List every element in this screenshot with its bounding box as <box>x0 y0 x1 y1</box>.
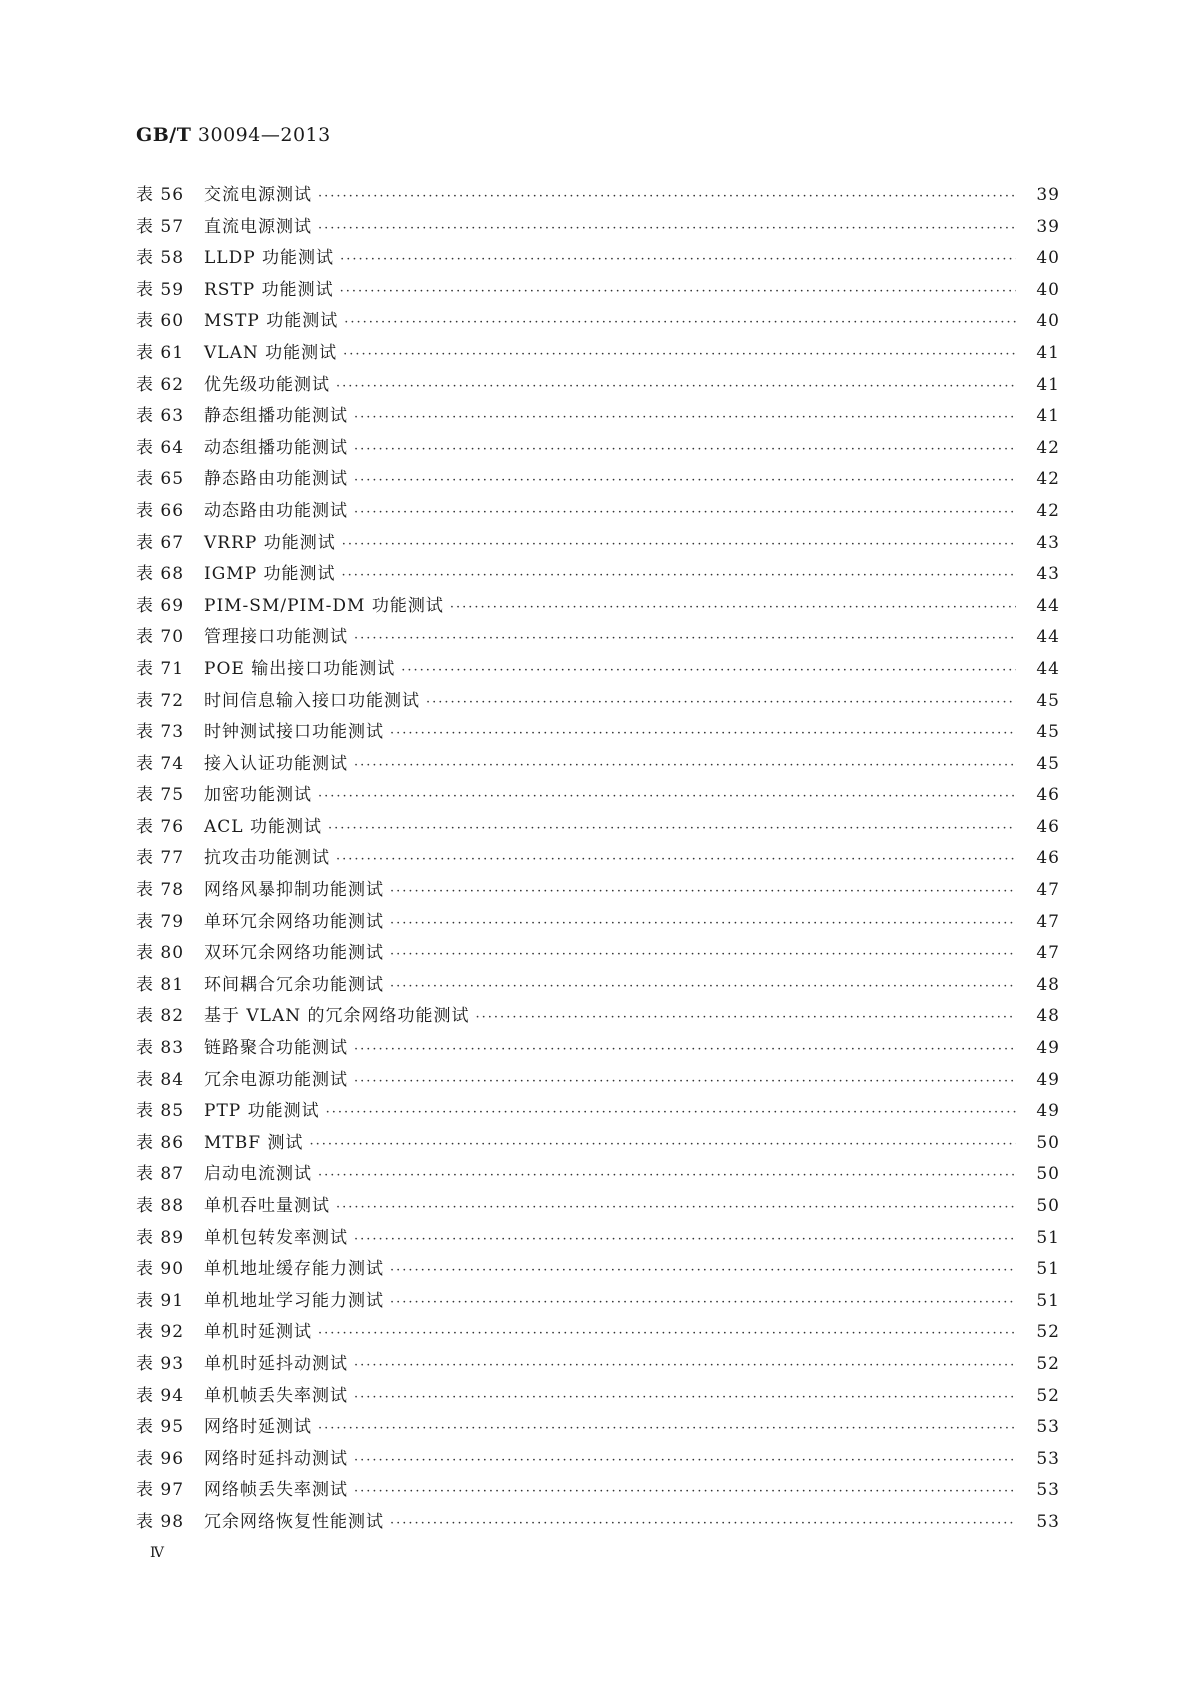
toc-entry-page: 52 <box>1036 1353 1060 1374</box>
dot-leader <box>354 1074 1016 1089</box>
toc-entry-page: 43 <box>1036 564 1060 585</box>
dot-leader <box>336 1200 1016 1215</box>
toc-entry-page: 50 <box>1036 1132 1060 1153</box>
dot-leader <box>340 252 1016 267</box>
toc-entry-title: 链路聚合功能测试 <box>204 1038 348 1059</box>
toc-entry-title: PTP 功能测试 <box>204 1101 320 1122</box>
toc-entry-title: 基于 VLAN 的冗余网络功能测试 <box>204 1006 470 1027</box>
toc-entry-title: 网络时延抖动测试 <box>204 1448 348 1469</box>
toc-entry-page: 53 <box>1036 1480 1060 1501</box>
dot-leader <box>354 1390 1016 1405</box>
toc-entry-title: 单机时延抖动测试 <box>204 1353 348 1374</box>
toc-entry-number: 表 88 <box>136 1196 185 1216</box>
toc-entry[interactable] <box>136 780 1060 812</box>
toc-entry-page: 42 <box>1036 500 1060 521</box>
toc-entry[interactable] <box>136 970 1060 1002</box>
dot-leader <box>390 1295 1016 1310</box>
toc-entry-page: 39 <box>1036 185 1060 205</box>
toc-entry[interactable] <box>136 401 1060 433</box>
toc-entry[interactable] <box>136 1096 1060 1128</box>
toc-entry-title: 网络帧丢失率测试 <box>204 1480 348 1501</box>
toc-entry-number: 表 81 <box>136 974 185 995</box>
toc-entry-number: 表 87 <box>136 1164 185 1185</box>
toc-entry[interactable] <box>136 433 1060 465</box>
toc-entry[interactable] <box>136 1507 1060 1539</box>
dot-leader <box>344 315 1016 330</box>
toc-entry-number: 表 58 <box>136 248 185 269</box>
dot-leader <box>354 410 1016 425</box>
toc-entry[interactable] <box>136 1159 1060 1191</box>
toc-entry-title: 环间耦合冗余功能测试 <box>204 974 384 995</box>
toc-entry-title: 直流电源测试 <box>204 216 312 237</box>
toc-entry-title: 时钟测试接口功能测试 <box>204 722 384 743</box>
dot-leader <box>390 1516 1016 1531</box>
dot-leader <box>336 852 1016 867</box>
dot-leader <box>328 821 1016 836</box>
toc-entry[interactable] <box>136 1381 1060 1413</box>
dot-leader <box>343 347 1016 362</box>
dot-leader <box>354 473 1016 488</box>
toc-entry[interactable] <box>136 1475 1060 1507</box>
toc-entry-title: MSTP 功能测试 <box>204 311 339 332</box>
toc-entry-number: 表 93 <box>136 1353 185 1374</box>
toc-entry-number: 表 62 <box>136 374 185 395</box>
toc-entry-title: 动态组播功能测试 <box>204 437 348 458</box>
toc-entry-number: 表 79 <box>136 911 185 932</box>
toc-entry-page: 53 <box>1036 1417 1060 1438</box>
toc-entry[interactable] <box>136 812 1060 844</box>
dot-leader <box>342 537 1016 552</box>
dot-leader <box>390 884 1016 899</box>
toc-entry-page: 45 <box>1036 722 1060 743</box>
toc-entry[interactable] <box>136 243 1060 275</box>
toc-entry-page: 47 <box>1036 943 1060 964</box>
toc-entry-page: 40 <box>1036 279 1060 300</box>
dot-leader <box>342 568 1016 583</box>
toc-entry-number: 表 91 <box>136 1290 185 1311</box>
toc-entry-number: 表 77 <box>136 848 185 869</box>
toc-entry-page: 44 <box>1036 627 1060 648</box>
toc-entry-number: 表 72 <box>136 690 185 711</box>
toc-entry-title: 单机吞吐量测试 <box>204 1196 330 1216</box>
toc-entry-title: 优先级功能测试 <box>204 374 330 395</box>
toc-entry-title: IGMP 功能测试 <box>204 564 336 585</box>
toc-entry-page: 48 <box>1036 1006 1060 1027</box>
toc-entry[interactable] <box>136 275 1060 307</box>
toc-entry-page: 48 <box>1036 974 1060 995</box>
dot-leader <box>450 600 1016 615</box>
toc-entry-number: 表 78 <box>136 880 185 901</box>
toc-entry[interactable] <box>136 1349 1060 1381</box>
toc-entry-page: 46 <box>1036 848 1060 869</box>
toc-entry-title: 双环冗余网络功能测试 <box>204 943 384 964</box>
toc-entry[interactable] <box>136 464 1060 496</box>
toc-entry-page: 51 <box>1036 1290 1060 1311</box>
toc-entry-title: 交流电源测试 <box>204 185 312 205</box>
toc-entry-number: 表 70 <box>136 627 185 648</box>
toc-entry-title: 时间信息输入接口功能测试 <box>204 690 420 711</box>
toc-entry-title: LLDP 功能测试 <box>204 248 335 269</box>
toc-entry-title: 静态路由功能测试 <box>204 469 348 490</box>
toc-entry-title: MTBF 测试 <box>204 1132 304 1153</box>
toc-entry-title: 冗余电源功能测试 <box>204 1069 348 1090</box>
toc-entry-title: 抗攻击功能测试 <box>204 848 330 869</box>
toc-entry-page: 51 <box>1036 1227 1060 1248</box>
toc-entry[interactable] <box>136 1412 1060 1444</box>
toc-entry-number: 表 65 <box>136 469 185 490</box>
toc-entry-page: 52 <box>1036 1385 1060 1406</box>
toc-entry-title: VLAN 功能测试 <box>204 342 338 363</box>
toc-entry-page: 41 <box>1036 374 1060 395</box>
toc-entry-number: 表 56 <box>136 185 185 205</box>
toc-entry-number: 表 74 <box>136 753 185 774</box>
dot-leader <box>318 1168 1016 1183</box>
toc-entry-number: 表 83 <box>136 1038 185 1059</box>
toc-entry[interactable] <box>136 1444 1060 1476</box>
toc-entry-number: 表 60 <box>136 311 185 332</box>
toc-entry-page: 42 <box>1036 469 1060 490</box>
toc-entry-title: 接入认证功能测试 <box>204 753 348 774</box>
dot-leader <box>354 442 1016 457</box>
toc-entry-number: 表 90 <box>136 1259 185 1280</box>
toc-entry[interactable] <box>136 306 1060 338</box>
toc-entry-number: 表 84 <box>136 1069 185 1090</box>
dot-leader <box>309 1137 1016 1152</box>
dot-leader <box>354 1358 1016 1373</box>
dot-leader <box>354 758 1016 773</box>
toc-entry-page: 42 <box>1036 437 1060 458</box>
toc-entry[interactable] <box>136 591 1060 623</box>
dot-leader <box>318 221 1016 236</box>
toc-entry-number: 表 86 <box>136 1132 185 1153</box>
toc-entry-title: 网络风暴抑制功能测试 <box>204 880 384 901</box>
toc-entry-page: 50 <box>1036 1196 1060 1216</box>
toc-entry[interactable] <box>136 1033 1060 1065</box>
dot-leader <box>390 916 1016 931</box>
dot-leader <box>354 1042 1016 1057</box>
toc-entry[interactable] <box>136 559 1060 591</box>
toc-entry-page: 44 <box>1036 658 1060 679</box>
toc-entry-number: 表 75 <box>136 785 185 806</box>
toc-entry-page: 53 <box>1036 1511 1060 1532</box>
dot-leader <box>354 1453 1016 1468</box>
toc-entry[interactable] <box>136 749 1060 781</box>
toc-entry-number: 表 63 <box>136 406 185 427</box>
toc-entry[interactable] <box>136 1317 1060 1349</box>
toc-entry[interactable] <box>136 1128 1060 1160</box>
standard-prefix: GB/T <box>136 124 192 146</box>
toc-entry-number: 表 73 <box>136 722 185 743</box>
toc-entry-page: 45 <box>1036 753 1060 774</box>
table-of-contents <box>136 180 1060 1539</box>
toc-entry-page: 52 <box>1036 1322 1060 1343</box>
dot-leader <box>476 1010 1016 1025</box>
dot-leader <box>318 789 1016 804</box>
toc-entry-title: VRRP 功能测试 <box>204 532 336 553</box>
toc-entry[interactable] <box>136 907 1060 939</box>
toc-entry-number: 表 97 <box>136 1480 185 1501</box>
toc-entry-title: POE 输出接口功能测试 <box>204 658 396 679</box>
toc-entry-title: RSTP 功能测试 <box>204 279 334 300</box>
toc-entry-page: 39 <box>1036 216 1060 237</box>
toc-entry[interactable] <box>136 1001 1060 1033</box>
dot-leader <box>354 631 1016 646</box>
dot-leader <box>426 695 1016 710</box>
dot-leader <box>401 663 1016 678</box>
toc-entry-number: 表 82 <box>136 1006 185 1027</box>
toc-entry-page: 49 <box>1036 1069 1060 1090</box>
dot-leader <box>318 1421 1016 1436</box>
toc-entry-number: 表 67 <box>136 532 185 553</box>
toc-entry[interactable] <box>136 528 1060 560</box>
toc-entry-number: 表 89 <box>136 1227 185 1248</box>
toc-entry-number: 表 95 <box>136 1417 185 1438</box>
toc-entry-title: 启动电流测试 <box>204 1164 312 1185</box>
toc-entry-number: 表 64 <box>136 437 185 458</box>
toc-entry-title: 单机地址学习能力测试 <box>204 1290 384 1311</box>
dot-leader <box>354 505 1016 520</box>
toc-entry[interactable] <box>136 1223 1060 1255</box>
toc-entry-number: 表 59 <box>136 279 185 300</box>
toc-entry[interactable] <box>136 843 1060 875</box>
toc-entry[interactable] <box>136 717 1060 749</box>
dot-leader <box>318 189 1016 204</box>
toc-entry-page: 40 <box>1036 248 1060 269</box>
toc-entry-page: 43 <box>1036 532 1060 553</box>
toc-entry[interactable] <box>136 370 1060 402</box>
toc-entry-page: 47 <box>1036 911 1060 932</box>
toc-entry[interactable] <box>136 622 1060 654</box>
page-header <box>136 124 331 146</box>
standard-number: 30094—2013 <box>197 124 331 146</box>
toc-entry[interactable] <box>136 1254 1060 1286</box>
toc-entry[interactable] <box>136 654 1060 686</box>
toc-entry-number: 表 80 <box>136 943 185 964</box>
toc-entry[interactable] <box>136 1286 1060 1318</box>
toc-entry-title: 单环冗余网络功能测试 <box>204 911 384 932</box>
toc-entry-number: 表 68 <box>136 564 185 585</box>
toc-entry-title: 动态路由功能测试 <box>204 500 348 521</box>
toc-entry-number: 表 71 <box>136 658 185 679</box>
toc-entry-title: PIM-SM/PIM-DM 功能测试 <box>204 595 444 616</box>
toc-entry-page: 44 <box>1036 595 1060 616</box>
toc-entry[interactable] <box>136 1191 1060 1223</box>
toc-entry-title: 单机帧丢失率测试 <box>204 1385 348 1406</box>
toc-entry-number: 表 85 <box>136 1101 185 1122</box>
toc-entry-page: 50 <box>1036 1164 1060 1185</box>
toc-entry-title: 静态组播功能测试 <box>204 406 348 427</box>
toc-entry-title: 单机地址缓存能力测试 <box>204 1259 384 1280</box>
toc-entry[interactable] <box>136 180 1060 212</box>
dot-leader <box>318 1326 1016 1341</box>
toc-entry-number: 表 69 <box>136 595 185 616</box>
toc-entry-title: 单机包转发率测试 <box>204 1227 348 1248</box>
page-number: Ⅳ <box>150 1545 165 1561</box>
toc-entry-title: ACL 功能测试 <box>204 816 322 837</box>
toc-entry-number: 表 57 <box>136 216 185 237</box>
toc-entry-title: 单机时延测试 <box>204 1322 312 1343</box>
toc-entry-number: 表 61 <box>136 342 185 363</box>
toc-entry-page: 40 <box>1036 311 1060 332</box>
toc-entry-number: 表 66 <box>136 500 185 521</box>
toc-entry[interactable] <box>136 338 1060 370</box>
toc-entry[interactable] <box>136 686 1060 718</box>
dot-leader <box>336 379 1016 394</box>
dot-leader <box>326 1105 1016 1120</box>
dot-leader <box>390 1263 1016 1278</box>
toc-entry-title: 冗余网络恢复性能测试 <box>204 1511 384 1532</box>
toc-entry-title: 加密功能测试 <box>204 785 312 806</box>
dot-leader <box>390 726 1016 741</box>
toc-entry[interactable] <box>136 875 1060 907</box>
dot-leader <box>354 1232 1016 1247</box>
dot-leader <box>390 979 1016 994</box>
toc-entry[interactable] <box>136 938 1060 970</box>
toc-entry-page: 41 <box>1036 406 1060 427</box>
toc-entry-page: 51 <box>1036 1259 1060 1280</box>
toc-entry-title: 网络时延测试 <box>204 1417 312 1438</box>
toc-entry-page: 45 <box>1036 690 1060 711</box>
dot-leader <box>340 284 1016 299</box>
toc-entry-page: 46 <box>1036 816 1060 837</box>
toc-entry-page: 46 <box>1036 785 1060 806</box>
dot-leader <box>390 947 1016 962</box>
toc-entry-page: 41 <box>1036 342 1060 363</box>
toc-entry-page: 47 <box>1036 880 1060 901</box>
toc-entry-title: 管理接口功能测试 <box>204 627 348 648</box>
toc-entry-number: 表 98 <box>136 1511 185 1532</box>
toc-entry-number: 表 96 <box>136 1448 185 1469</box>
toc-entry[interactable] <box>136 496 1060 528</box>
toc-entry[interactable] <box>136 1065 1060 1097</box>
toc-entry-page: 49 <box>1036 1038 1060 1059</box>
dot-leader <box>354 1484 1016 1499</box>
toc-entry[interactable] <box>136 212 1060 244</box>
toc-entry-number: 表 76 <box>136 816 185 837</box>
toc-entry-number: 表 92 <box>136 1322 185 1343</box>
toc-entry-page: 49 <box>1036 1101 1060 1122</box>
toc-entry-page: 53 <box>1036 1448 1060 1469</box>
toc-entry-number: 表 94 <box>136 1385 185 1406</box>
